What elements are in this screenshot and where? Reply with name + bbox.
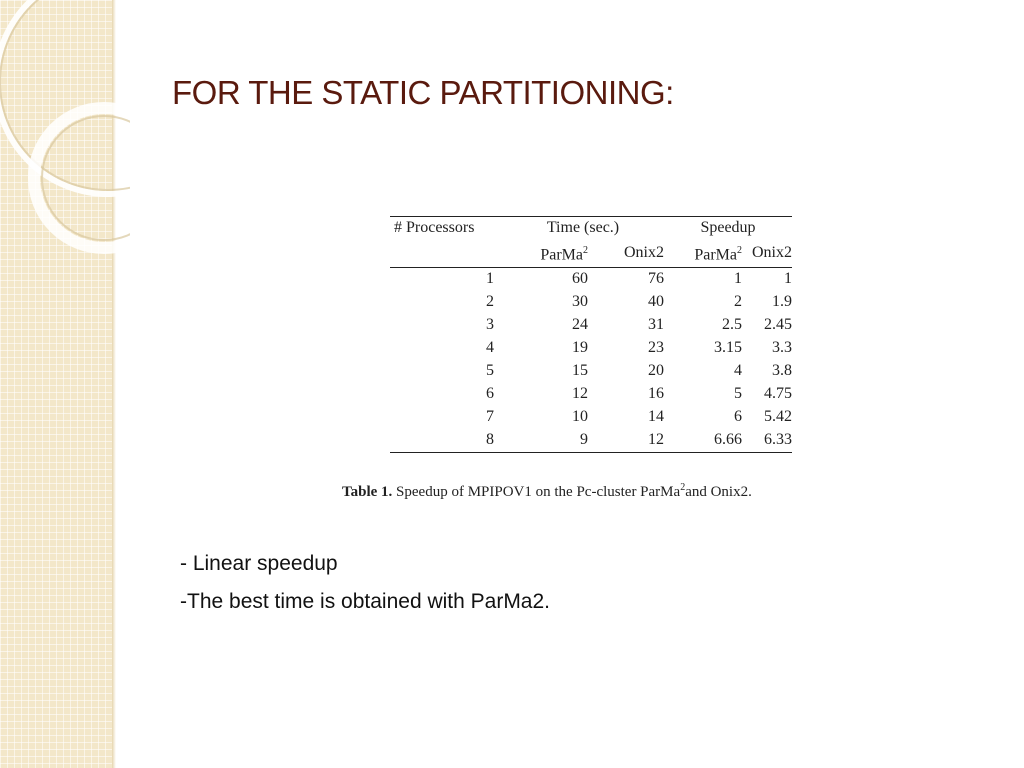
cell-time-onix: 16 xyxy=(648,385,664,403)
decorative-circles xyxy=(0,0,130,260)
cell-speedup-parma: 4 xyxy=(734,362,742,380)
cell-time-onix: 14 xyxy=(648,408,664,426)
table-row xyxy=(390,360,792,383)
table-caption xyxy=(342,482,752,501)
bullet-list xyxy=(180,552,550,628)
cell-speedup-parma: 6.66 xyxy=(664,429,742,453)
cell-speedup-onix: 1 xyxy=(784,270,792,288)
cell-time-onix: 23 xyxy=(648,339,664,357)
cell-time-onix: 20 xyxy=(648,362,664,380)
deco-circle-large xyxy=(0,0,130,194)
caption-text: Speedup of MPIPOV1 on the Pc-cluster ParMa xyxy=(392,484,681,500)
header-blank xyxy=(390,240,502,268)
cell-processors: 1 xyxy=(486,270,494,288)
bullet-item: -The best time is obtained with ParMa2. xyxy=(180,590,551,613)
subheader-speedup-onix: Onix2 xyxy=(742,240,792,268)
cell-time-onix: 40 xyxy=(648,293,664,311)
cell-processors: 5 xyxy=(486,362,494,380)
cell-time-parma: 15 xyxy=(572,362,588,380)
cell-processors: 3 xyxy=(486,316,494,334)
cell-time-parma: 10 xyxy=(572,408,588,426)
cell-time-onix: 31 xyxy=(648,316,664,334)
cell-speedup-onix: 5.42 xyxy=(764,408,792,426)
cell-time-onix: 12 xyxy=(588,429,664,453)
table-row xyxy=(390,268,792,292)
header-speedup: Speedup xyxy=(664,217,792,241)
cell-speedup-parma: 3.15 xyxy=(714,339,742,357)
cell-speedup-parma: 5 xyxy=(734,385,742,403)
cell-time-parma: 24 xyxy=(572,316,588,334)
subheader-time-onix: Onix2 xyxy=(588,240,664,268)
table-row xyxy=(390,429,792,453)
subheader-time-parma: ParMa$^2$ xyxy=(502,240,588,268)
table-row xyxy=(390,383,792,406)
cell-processors: 6 xyxy=(486,385,494,403)
cell-speedup-onix: 2.45 xyxy=(764,316,792,334)
header-time: Time (sec.) xyxy=(502,217,664,241)
table-row xyxy=(390,314,792,337)
cell-speedup-onix: 6.33 xyxy=(742,429,792,453)
cell-time-parma: 60 xyxy=(572,270,588,288)
caption-sup: 2 xyxy=(680,482,686,493)
cell-time-parma: 30 xyxy=(572,293,588,311)
cell-speedup-parma: 2.5 xyxy=(722,316,742,334)
cell-speedup-onix: 4.75 xyxy=(764,385,792,403)
cell-time-parma: 19 xyxy=(572,339,588,357)
table-row xyxy=(390,337,792,360)
cell-speedup-parma: 1 xyxy=(734,270,742,288)
table-row xyxy=(390,406,792,429)
cell-time-onix: 76 xyxy=(648,270,664,288)
speedup-table xyxy=(390,216,792,453)
deco-circle-large-shade xyxy=(0,0,130,190)
cell-processors: 8 xyxy=(390,429,502,453)
bullet-item: - Linear speedup xyxy=(180,552,338,575)
cell-time-parma: 12 xyxy=(572,385,588,403)
cell-speedup-parma: 6 xyxy=(734,408,742,426)
cell-speedup-onix: 1.9 xyxy=(772,293,792,311)
cell-speedup-onix: 3.8 xyxy=(772,362,792,380)
cell-time-parma: 9 xyxy=(502,429,588,453)
cell-speedup-parma: 2 xyxy=(734,293,742,311)
slide-title: FOR THE STATIC PARTITIONING: xyxy=(172,74,674,111)
caption-label: Table 1. xyxy=(342,484,393,500)
subheader-speedup-parma: ParMa$^2$ xyxy=(664,240,742,268)
cell-processors: 4 xyxy=(486,339,494,357)
header-processors: # Processors xyxy=(390,217,502,241)
cell-speedup-onix: 3.3 xyxy=(772,339,792,357)
cell-processors: 2 xyxy=(486,293,494,311)
cell-processors: 7 xyxy=(486,408,494,426)
table-row xyxy=(390,291,792,314)
caption-tail: and Onix2. xyxy=(685,484,752,500)
